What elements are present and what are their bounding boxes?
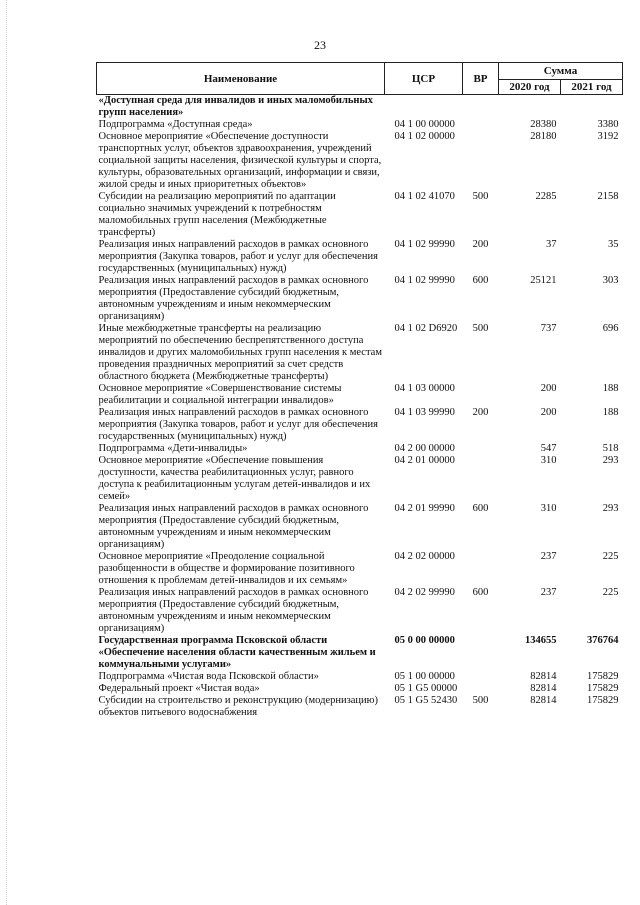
margin-dotted-line xyxy=(6,0,7,905)
row-value-2020-cell: 82814 xyxy=(530,671,557,682)
row-vr-cell: 600 xyxy=(472,503,489,514)
row-value-2020-cell: 310 xyxy=(540,503,557,514)
row-vr-cell xyxy=(463,131,499,191)
row-csr-cell: 04 1 02 00000 xyxy=(394,131,455,142)
row-vr-cell: 500 xyxy=(472,323,489,334)
row-name-cell: Субсидии на реализацию мероприятий по адаптации социально значимых учреждений к потребностям маломобильных групп населения (Межбюджетные трансферты) xyxy=(98,191,336,238)
row-vr-cell xyxy=(463,635,499,671)
row-csr-cell: 04 1 02 41070 xyxy=(394,191,455,202)
table-row xyxy=(97,503,623,551)
row-value-2021-cell: 518 xyxy=(602,443,619,454)
header-vr: ВР xyxy=(463,63,499,95)
header-year-2020: 2020 год xyxy=(499,80,561,95)
row-name-cell: «Доступная среда для инвалидов и иных маломобильных групп населения» xyxy=(98,95,373,118)
row-csr-cell: 04 1 00 00000 xyxy=(394,119,455,130)
row-vr-cell xyxy=(463,119,499,131)
row-vr-cell xyxy=(463,683,499,695)
row-value-2020-cell: 25121 xyxy=(530,275,557,286)
row-value-2021-cell: 175829 xyxy=(587,695,619,706)
row-value-2020-cell: 237 xyxy=(540,551,557,562)
row-value-2021-cell: 696 xyxy=(602,323,619,334)
row-value-2021-cell: 293 xyxy=(602,455,619,466)
row-value-2021-cell: 303 xyxy=(602,275,619,286)
row-value-2021-cell xyxy=(561,95,623,120)
row-csr-cell: 04 1 02 99990 xyxy=(394,275,455,286)
row-value-2021-cell: 175829 xyxy=(587,671,619,682)
row-vr-cell xyxy=(463,455,499,503)
row-name-cell: Основное мероприятие «Обеспечение доступности транспортных услуг, объектов здравоохранения, учреждений социальной защиты населения, физической культуры и спорта, культуры, образовательных организаций, информации и связи, жилой среды и иных приоритетных объектов» xyxy=(98,131,382,190)
row-value-2021-cell: 188 xyxy=(602,407,619,418)
row-value-2020-cell: 737 xyxy=(540,323,557,334)
row-value-2021-cell: 293 xyxy=(602,503,619,514)
table-row xyxy=(97,587,623,635)
row-vr-cell xyxy=(463,383,499,407)
table-row xyxy=(97,119,623,131)
row-name-cell: Основное мероприятие «Преодоление социальной разобщенности в обществе и формирование позитивного отношения к проблемам детей-инвалидов и их семьям» xyxy=(98,551,355,586)
table-row xyxy=(97,443,623,455)
row-name-cell: Подпрограмма «Доступная среда» xyxy=(98,119,253,130)
row-value-2020-cell: 237 xyxy=(540,587,557,598)
row-value-2021-cell: 376764 xyxy=(587,635,619,646)
header-csr: ЦСР xyxy=(385,63,463,95)
row-value-2021-cell: 175829 xyxy=(587,683,619,694)
row-vr-cell: 500 xyxy=(472,695,489,706)
table-row xyxy=(97,671,623,683)
row-csr-cell: 04 2 01 00000 xyxy=(394,455,455,466)
row-name-cell: Реализация иных направлений расходов в рамках основного мероприятия (Закупка товаров, работ и услуг для обеспечения государственных (муниципальных) нужд) xyxy=(98,407,378,442)
table-row xyxy=(97,95,623,120)
row-value-2021-cell: 188 xyxy=(602,383,619,394)
table-row xyxy=(97,275,623,323)
row-value-2020-cell: 82814 xyxy=(530,695,557,706)
row-value-2021-cell: 225 xyxy=(602,551,619,562)
table-row xyxy=(97,191,623,239)
table-row xyxy=(97,695,623,719)
row-csr-cell: 04 1 02 99990 xyxy=(394,239,455,250)
table-row xyxy=(97,131,623,191)
row-vr-cell: 200 xyxy=(472,239,489,250)
table-row xyxy=(97,239,623,275)
row-csr-cell: 04 1 03 99990 xyxy=(394,407,455,418)
table-row xyxy=(97,455,623,503)
row-value-2021-cell: 225 xyxy=(602,587,619,598)
row-name-cell: Основное мероприятие «Совершенствование системы реабилитации и социальной интеграции инвалидов» xyxy=(98,383,342,406)
row-vr-cell xyxy=(463,95,499,120)
table-row xyxy=(97,635,623,671)
row-value-2020-cell: 37 xyxy=(546,239,557,250)
row-csr-cell: 04 2 00 00000 xyxy=(394,443,455,454)
row-value-2021-cell: 3192 xyxy=(597,131,619,142)
row-csr-cell: 05 1 G5 00000 xyxy=(394,683,458,694)
table-body xyxy=(97,95,623,720)
row-value-2020-cell: 200 xyxy=(540,383,557,394)
row-vr-cell: 500 xyxy=(472,191,489,202)
page-number: 23 xyxy=(314,38,326,52)
row-name-cell: Субсидии на строительство и реконструкцию (модернизацию) объектов питьевого водоснабжения xyxy=(98,695,378,718)
table-row xyxy=(97,407,623,443)
row-vr-cell xyxy=(463,551,499,587)
table-row xyxy=(97,383,623,407)
row-name-cell: Реализация иных направлений расходов в рамках основного мероприятия (Закупка товаров, работ и услуг для обеспечения государственных (муниципальных) нужд) xyxy=(98,239,378,274)
row-value-2020-cell: 200 xyxy=(540,407,557,418)
table-header xyxy=(97,63,623,95)
row-value-2021-cell: 2158 xyxy=(597,191,619,202)
table-row xyxy=(97,683,623,695)
row-csr-cell: 05 0 00 00000 xyxy=(394,635,455,646)
row-name-cell: Федеральный проект «Чистая вода» xyxy=(98,683,260,694)
row-value-2020-cell: 82814 xyxy=(530,683,557,694)
row-csr-cell xyxy=(385,95,463,120)
header-name: Наименование xyxy=(97,63,385,95)
row-name-cell: Реализация иных направлений расходов в рамках основного мероприятия (Предоставление субсидий бюджетным, автономным учреждениям и иным некоммерческим организациям) xyxy=(98,275,369,322)
row-name-cell: Подпрограмма «Дети-инвалиды» xyxy=(98,443,248,454)
header-sum: Сумма xyxy=(499,63,623,80)
row-name-cell: Реализация иных направлений расходов в рамках основного мероприятия (Предоставление субсидий бюджетным, автономным учреждениям и иным некоммерческим организациям) xyxy=(98,587,369,634)
budget-table xyxy=(96,62,623,719)
row-value-2020-cell: 2285 xyxy=(535,191,557,202)
row-value-2020-cell: 310 xyxy=(540,455,557,466)
table-row xyxy=(97,323,623,383)
row-name-cell: Государственная программа Псковской области «Обеспечение населения области качественным жильем и коммунальными услугами» xyxy=(98,635,376,670)
row-value-2020-cell: 547 xyxy=(540,443,557,454)
row-name-cell: Подпрограмма «Чистая вода Псковской области» xyxy=(98,671,319,682)
row-name-cell: Основное мероприятие «Обеспечение повышения доступности, качества реабилитационных услуг, равного доступа к реабилитационным услугам детей-инвалидов и их семей» xyxy=(98,455,371,502)
row-csr-cell: 04 2 02 99990 xyxy=(394,587,455,598)
row-value-2021-cell: 3380 xyxy=(597,119,619,130)
row-csr-cell: 05 1 00 00000 xyxy=(394,671,455,682)
row-value-2020-cell xyxy=(499,95,561,120)
row-csr-cell: 04 2 01 99990 xyxy=(394,503,455,514)
row-vr-cell: 200 xyxy=(472,407,489,418)
row-csr-cell: 05 1 G5 52430 xyxy=(394,695,458,706)
row-name-cell: Иные межбюджетные трансферты на реализацию мероприятий по обеспечению беспрепятственного доступа инвалидов и других маломобильных групп населения к местам проведения праздничных мероприятий за счет средств областного бюджета (Межбюджетные трансферты) xyxy=(98,323,382,382)
row-csr-cell: 04 1 03 00000 xyxy=(394,383,455,394)
header-year-2021: 2021 год xyxy=(561,80,623,95)
row-value-2021-cell: 35 xyxy=(608,239,619,250)
row-name-cell: Реализация иных направлений расходов в рамках основного мероприятия (Предоставление субсидий бюджетным, автономным учреждениям и иным некоммерческим организациям) xyxy=(98,503,369,550)
row-value-2020-cell: 28180 xyxy=(530,131,557,142)
row-value-2020-cell: 134655 xyxy=(525,635,557,646)
row-vr-cell xyxy=(463,443,499,455)
row-csr-cell: 04 1 02 D6920 xyxy=(394,323,458,334)
row-value-2020-cell: 28380 xyxy=(530,119,557,130)
row-vr-cell: 600 xyxy=(472,587,489,598)
row-vr-cell xyxy=(463,671,499,683)
table-row xyxy=(97,551,623,587)
row-csr-cell: 04 2 02 00000 xyxy=(394,551,455,562)
row-vr-cell: 600 xyxy=(472,275,489,286)
